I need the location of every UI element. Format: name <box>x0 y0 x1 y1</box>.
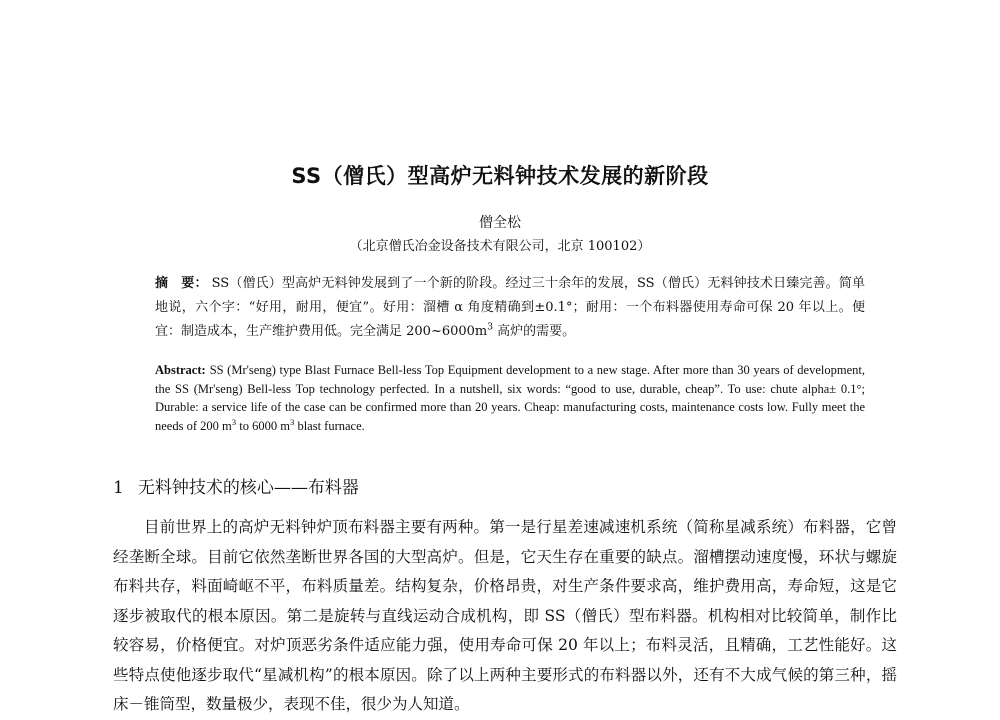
section-number: 1 <box>113 478 124 498</box>
section-heading <box>113 473 359 498</box>
abstract-chinese <box>155 272 865 344</box>
body-paragraph: 目前世界上的高炉无料钟炉顶布料器主要有两种。第一是行星差速减速机系统（简称星减系统）布料器，它曾经垄断全球。目前它依然垄断世界各国的大型高炉。但是，它天生存在重要的缺点。溜槽摆动速度慢，环状与螺旋布料共存，料面崎岖不平，布料质量差。结构复杂，价格昂贵，对生产条件要求高，维护费用高，寿命短，这是它逐步被取代的根本原因。第二是旋转与直线运动合成机构，即 SS（僧氏）型布料器。机构相对比较简单，制作比较容易，价格便宜。对炉顶恶劣条件适应能力强，使用寿命可保 20 年以上；布料灵活，且精确，工艺性能好。这些特点使他逐步取代“星减机构”的根本原因。除了以上两种主要形式的布料器以外，还有不大成气候的第三种，摇床－锥筒型，数量极少，表现不佳，很少为人知道。 <box>113 518 897 713</box>
paper-title: SS（僧氏）型高炉无料钟技术发展的新阶段 <box>291 164 709 188</box>
abstract-chinese-superscript: 3 <box>487 322 494 333</box>
abstract-english-text-end: blast furnace. <box>294 418 365 433</box>
abstract-english-text: SS (Mr'seng) type Blast Furnace Bell-less Top Equipment development to a new stage. After more than 30 years of development, the SS (Mr'seng) Bell-less Top technology perfected. In a nutshell, six words: “good to use, durable, cheap”. To use: chute alpha± 0.1°; Durable: a service life of the case can be confirmed more than 20 years. Cheap: manufacturing costs, maintenance costs low. Fully meet the needs of 200 m <box>155 363 865 433</box>
abstract-chinese-text-end: 高炉的需要。 <box>493 324 576 339</box>
abstract-chinese-label: 摘 要： <box>155 276 208 291</box>
abstract-english-superscript-1: 3 <box>231 416 237 427</box>
abstract-english-superscript-2: 3 <box>289 416 295 427</box>
author-name: 僧全松 <box>479 215 521 231</box>
author-affiliation: （北京僧氏冶金设备技术有限公司，北京 100102） <box>349 239 651 254</box>
section-title: 无料钟技术的核心——布料器 <box>137 478 359 498</box>
abstract-english-label: Abstract: <box>155 363 206 377</box>
abstract-chinese-text: SS（僧氏）型高炉无料钟发展到了一个新的阶段。经过三十余年的发展，SS（僧氏）无料钟技术日臻完善。简单地说，六个字：“好用，耐用，便宜”。好用：溜槽 α 角度精确到±0.1°；耐用：一个布料器使用寿命可保 20 年以上。便宜：制造成本，生产维护费用低。完全满足 200~6000m <box>155 276 865 339</box>
abstract-english <box>155 361 865 435</box>
abstract-english-text-middle: to 6000 m <box>236 418 290 433</box>
